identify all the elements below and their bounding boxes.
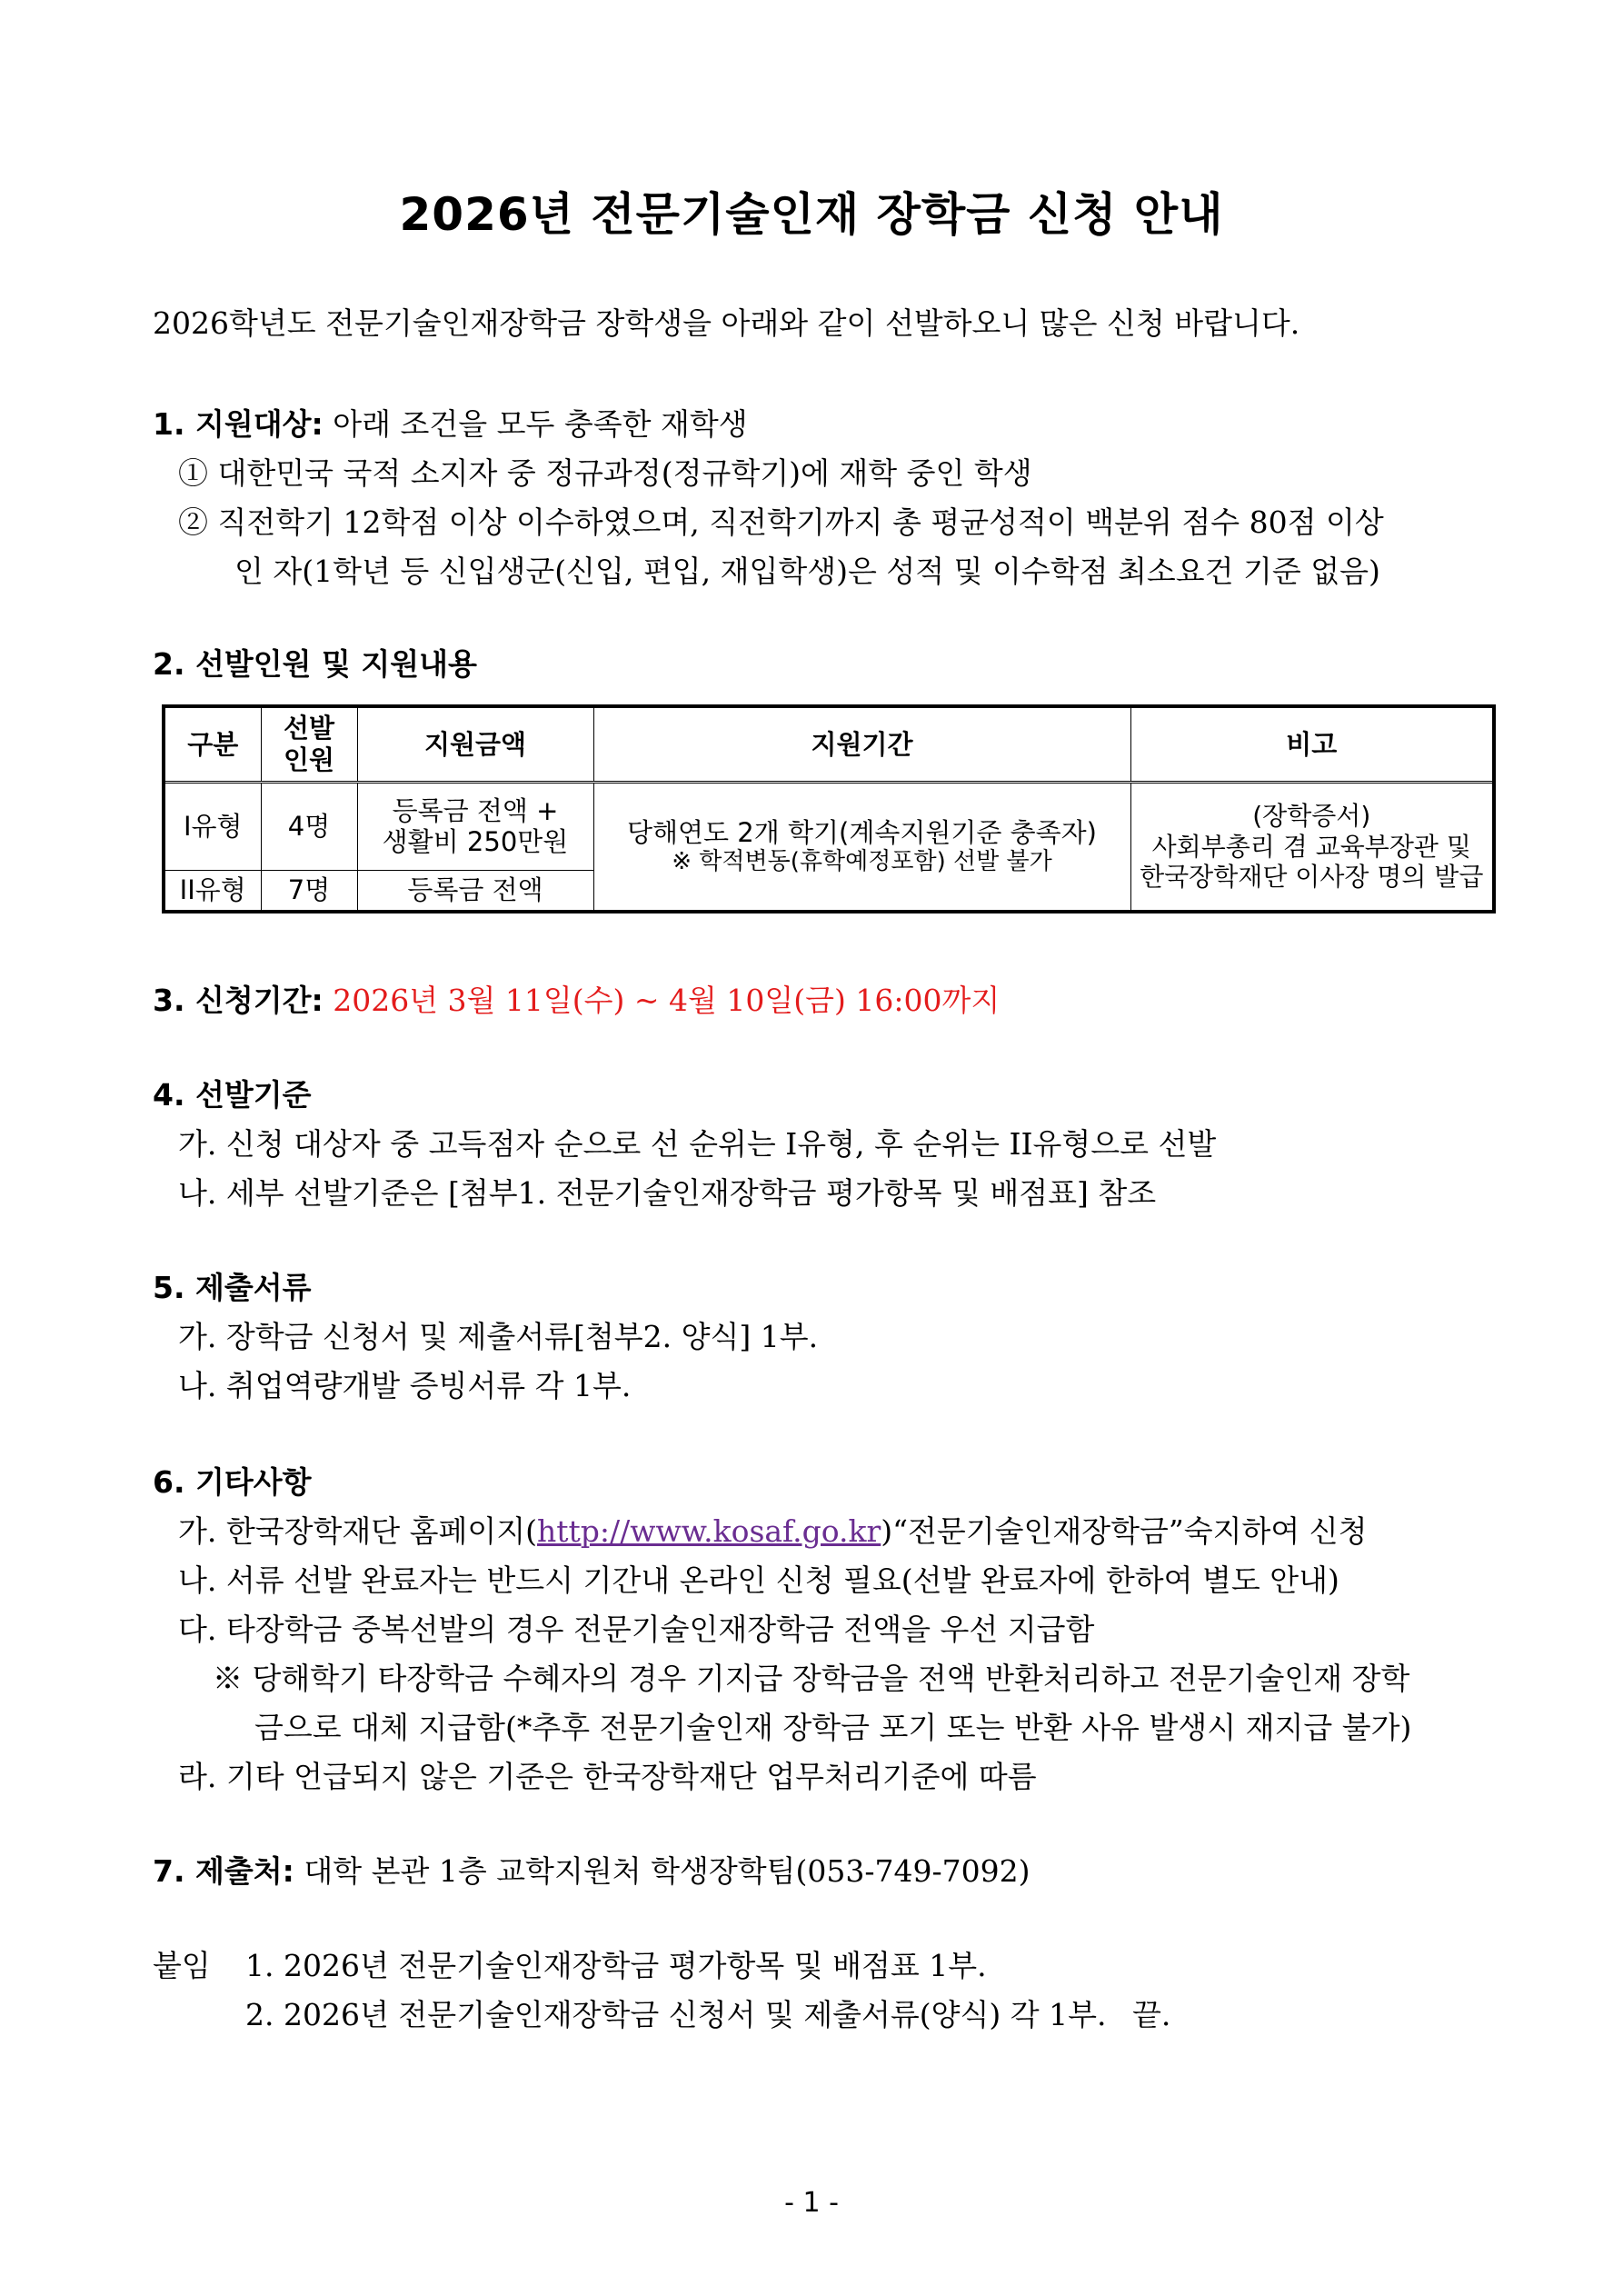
row1-amount-line-1: 등록금 전액 +: [392, 794, 559, 826]
header-remark: 비고: [1130, 706, 1494, 783]
section-4-heading: 4. 선발기준: [153, 1077, 312, 1113]
support-period: [593, 783, 1130, 913]
section-1-text: 아래 조건을 모두 충족한 재학생: [333, 406, 748, 442]
row2-amount: 등록금 전액: [357, 870, 593, 912]
header-count-line-1: 선발: [283, 713, 335, 744]
section-1-item-2-cont: 인 자(1학년 등 신입생군(신입, 편입, 재입학생)은 성적 및 이수학점 최소요건 기준 없음): [234, 554, 1380, 589]
section-1: [153, 405, 748, 443]
section-5-item-b: 나. 취업역량개발 증빙서류 각 1부.: [178, 1368, 632, 1403]
section-1-heading: 1. 지원대상:: [153, 406, 324, 442]
header-count-line-2: 인원: [283, 744, 335, 775]
remark-cell: [1130, 783, 1494, 913]
submission-place: 대학 본관 1층 교학지원처 학생장학팀(053-749-7092): [304, 1853, 1031, 1889]
header-period: 지원기간: [593, 706, 1130, 783]
section-1-item-2: ② 직전학기 12학점 이상 이수하였으며, 직전학기까지 총 평균성적이 백분위 점수 80점 이상: [178, 504, 1384, 540]
header-count: [261, 706, 357, 783]
section-6-item-d: 라. 기타 언급되지 않은 기준은 한국장학재단 업무처리기준에 따름: [178, 1759, 1037, 1794]
section-6-item-a-post: )“전문기술인재장학금”숙지하여 신청: [881, 1513, 1368, 1549]
section-4-item-a: 가. 신청 대상자 중 고득점자 순으로 선 순위는 I유형, 후 순위는 II유형으로 선발: [178, 1126, 1217, 1162]
row1-amount-line-2: 생활비 250만원: [382, 826, 569, 858]
attachment-item-2: [245, 1996, 1170, 2033]
intro-paragraph: 2026학년도 전문기술인재장학금 장학생을 아래와 같이 선발하오니 많은 신청 바랍니다.: [153, 305, 1300, 341]
section-6-note-1: ※ 당해학기 타장학금 수혜자의 경우 기지급 장학금을 전액 반환처리하고 전문기술인재 장학: [213, 1661, 1410, 1696]
section-6-item-c: 다. 타장학금 중복선발의 경우 전문기술인재장학금 전액을 우선 지급함: [178, 1612, 1095, 1647]
section-6-note-2: 금으로 대체 지급함(*추후 전문기술인재 장학금 포기 또는 반환 사유 발생시 재지급 불가): [254, 1710, 1412, 1745]
page-number: - 1 -: [784, 2187, 839, 2219]
section-3: [153, 982, 1000, 1019]
row1-type: I유형: [164, 783, 261, 871]
section-5-heading: 5. 제출서류: [153, 1270, 312, 1305]
section-6-item-a: [178, 1512, 1368, 1550]
remark-line-2: 사회부총리 겸 교육부장관 및: [1151, 831, 1471, 862]
table-row: [164, 783, 1494, 871]
section-7-heading: 7. 제출처:: [153, 1853, 294, 1889]
support-table: [162, 704, 1496, 913]
section-3-heading: 3. 신청기간:: [153, 983, 324, 1018]
section-7: [153, 1852, 1030, 1890]
row2-type: II유형: [164, 870, 261, 912]
kosaf-link[interactable]: http://www.kosaf.go.kr: [537, 1513, 881, 1549]
section-6-heading: 6. 기타사항: [153, 1464, 312, 1500]
section-4-item-b: 나. 세부 선발기준은 [첨부1. 전문기술인재장학금 평가항목 및 배점표] 참조: [178, 1175, 1157, 1211]
remark-line-3: 한국장학재단 이사장 명의 발급: [1140, 862, 1484, 893]
attachment-item-2-text: 2. 2026년 전문기술인재장학금 신청서 및 제출서류(양식) 각 1부.: [245, 1997, 1107, 2032]
support-period-note: ※ 학적변동(휴학예정포함) 선발 불가: [672, 848, 1052, 876]
table-header-row: [164, 706, 1494, 783]
application-period: 2026년 3월 11일(수) ~ 4월 10일(금) 16:00까지: [333, 983, 1001, 1018]
section-6-item-a-pre: 가. 한국장학재단 홈페이지(: [178, 1513, 538, 1549]
section-2-heading: 2. 선발인원 및 지원내용: [153, 646, 477, 682]
attachment-label: 붙임: [153, 1948, 211, 1983]
end-mark: 끝.: [1131, 1997, 1171, 2032]
header-amount: 지원금액: [357, 706, 593, 783]
row2-count: 7명: [261, 870, 357, 912]
remark-line-1: (장학증서): [1252, 801, 1371, 832]
attachment-item-1: 1. 2026년 전문기술인재장학금 평가항목 및 배점표 1부.: [245, 1948, 987, 1983]
section-5-item-a: 가. 장학금 신청서 및 제출서류[첨부2. 양식] 1부.: [178, 1319, 819, 1354]
header-type: 구분: [164, 706, 261, 783]
row1-amount: [357, 783, 593, 871]
section-1-item-1: ① 대한민국 국적 소지자 중 정규과정(정규학기)에 재학 중인 학생: [178, 455, 1032, 491]
document-title: 2026년 전문기술인재 장학금 신청 안내: [399, 188, 1224, 241]
support-period-line-1: 당해연도 2개 학기(계속지원기준 충족자): [627, 816, 1097, 848]
row1-count: 4명: [261, 783, 357, 871]
section-6-item-b: 나. 서류 선발 완료자는 반드시 기간내 온라인 신청 필요(선발 완료자에 한하여 별도 안내): [178, 1562, 1339, 1598]
